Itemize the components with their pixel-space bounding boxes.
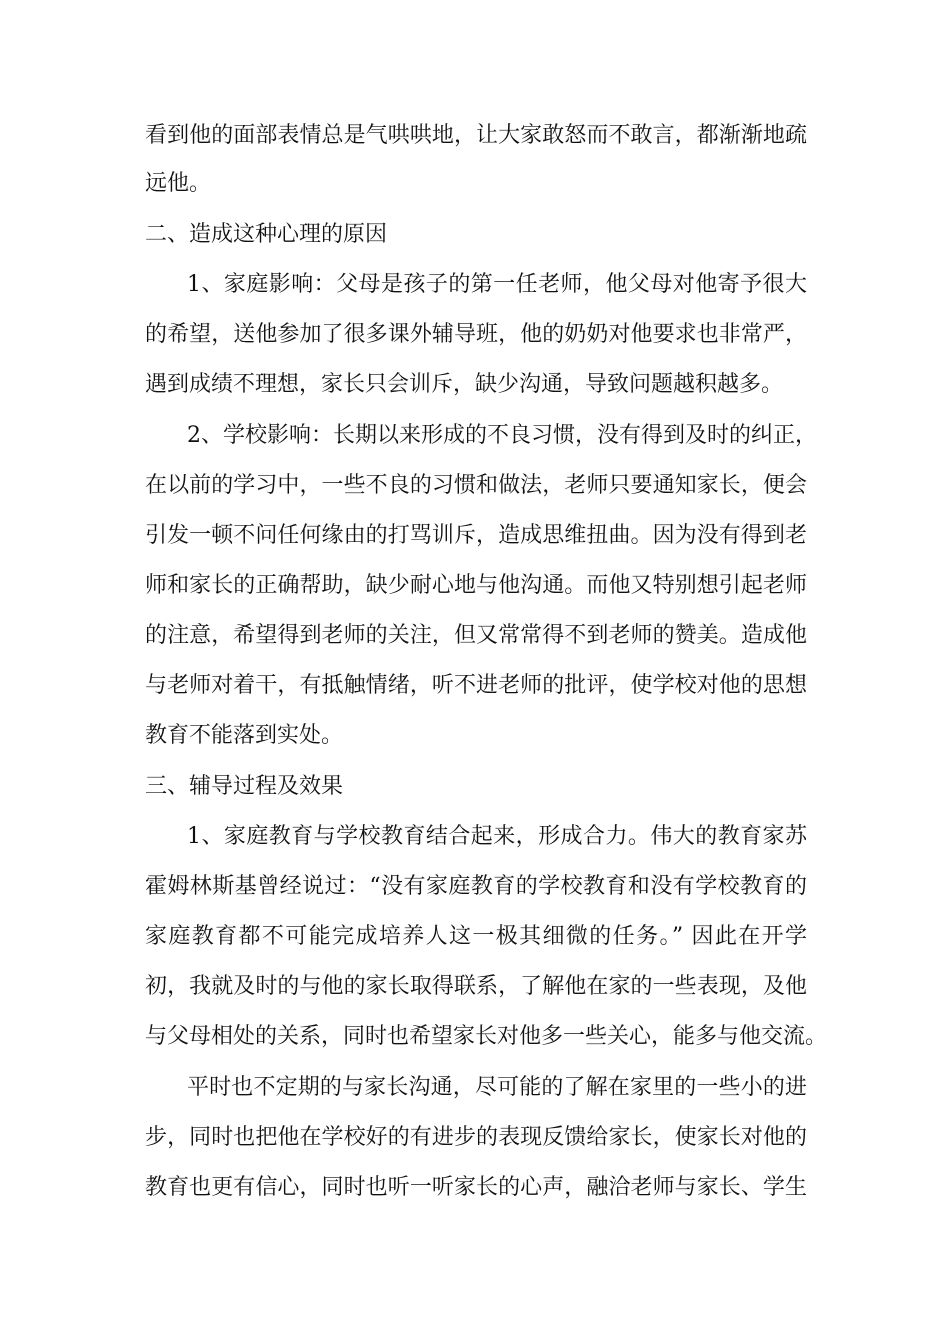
section-heading: 三、辅导过程及效果 xyxy=(145,774,344,799)
text-line: 在以前的学习中，一些不良的习惯和做法，老师只要通知家长，便会 xyxy=(145,473,807,498)
text-line: 引发一顿不问任何缘由的打骂训斥，造成思维扭曲。因为没有得到老 xyxy=(145,523,807,548)
text-line: 1、家庭教育与学校教育结合起来，形成合力。伟大的教育家苏 xyxy=(187,824,807,849)
text-line: 初，我就及时的与他的家长取得联系，了解他在家的一些表现，及他 xyxy=(145,974,807,999)
text-line: 平时也不定期的与家长沟通，尽可能的了解在家里的一些小的进 xyxy=(187,1075,807,1100)
text-line: 与老师对着干，有抵触情绪，听不进老师的批评，使学校对他的思想 xyxy=(145,673,807,698)
text-line: 的注意，希望得到老师的关注，但又常常得不到老师的赞美。造成他 xyxy=(145,623,807,648)
text-line: 遇到成绩不理想，家长只会训斥，缺少沟通，导致问题越积越多。 xyxy=(145,372,784,397)
text-line: 步，同时也把他在学校好的有进步的表现反馈给家长，使家长对他的 xyxy=(145,1125,807,1150)
text-line: 的希望，送他参加了很多课外辅导班，他的奶奶对他要求也非常严， xyxy=(145,322,807,347)
text-line: 1、家庭影响：父母是孩子的第一任老师，他父母对他寄予很大 xyxy=(187,272,807,297)
text-line: 师和家长的正确帮助，缺少耐心地与他沟通。而他又特别想引起老师 xyxy=(145,573,807,598)
text-line: 教育也更有信心，同时也听一听家长的心声，融洽老师与家长、学生 xyxy=(145,1175,807,1200)
text-line: 远他。 xyxy=(145,171,212,196)
text-line: 教育不能落到实处。 xyxy=(145,723,344,748)
text-line: 看到他的面部表情总是气哄哄地，让大家敢怒而不敢言，都渐渐地疏 xyxy=(145,123,807,148)
text-line: 2、学校影响：长期以来形成的不良习惯，没有得到及时的纠正， xyxy=(187,423,817,448)
text-line: 与父母相处的关系，同时也希望家长对他多一些关心，能多与他交流。 xyxy=(145,1024,828,1049)
text-line: 家庭教育都不可能完成培养人这一极其细微的任务。” 因此在开学 xyxy=(145,924,807,949)
text-line: 霍姆林斯基曾经说过：“没有家庭教育的学校教育和没有学校教育的 xyxy=(145,874,807,899)
section-heading: 二、造成这种心理的原因 xyxy=(145,222,388,247)
